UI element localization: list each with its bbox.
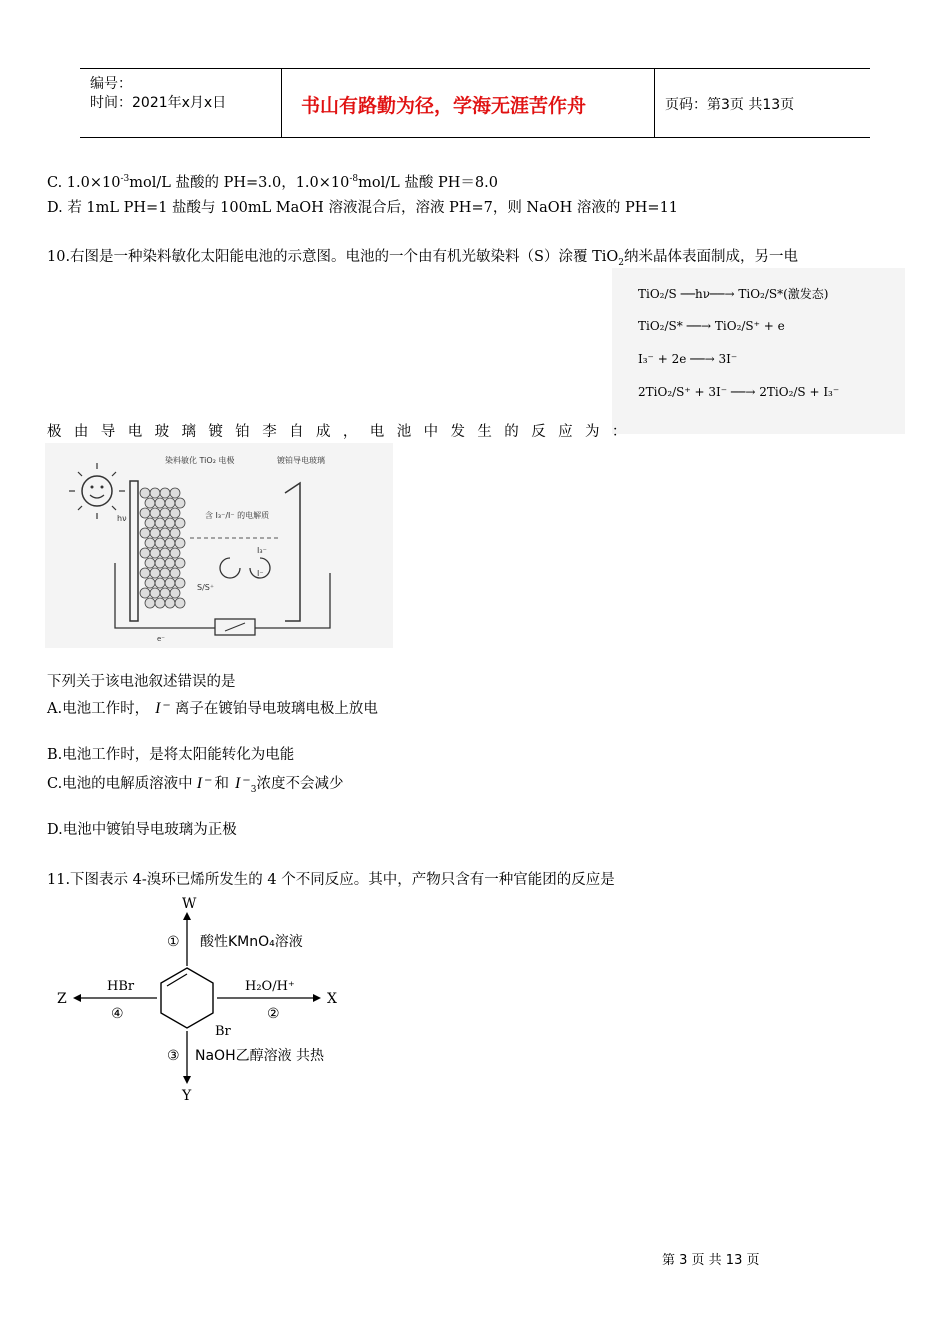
step-3-num: ③ [167, 1048, 180, 1064]
double-bond [167, 974, 187, 986]
q10-question: 下列关于该电池叙述错误的是 [47, 674, 236, 690]
meter-needle [225, 623, 245, 631]
q10-option-b: B.电池工作时，是将太阳能转化为电能 [47, 747, 295, 763]
q9-option-c: C. $1.0\times 10^{-3}mol/L$ 盐酸的 PH=3.0，$1.0\times 10^{-8}mol/L$ 盐酸 PH＝8.0 [47, 174, 498, 191]
arrowhead-w [183, 912, 191, 920]
reagent-4: HBr [107, 979, 135, 994]
number-label: 编号： [90, 76, 132, 92]
reagent-2: H₂O/H⁺ [245, 979, 295, 994]
reaction-4: 2TiO₂/S⁺ + 3I⁻ ──→ 2TiO₂/S + I₃⁻ [638, 385, 840, 399]
q10-option-a: A.电池工作时， I⁻ 离子在镀铂导电玻璃电极上放电 [47, 700, 378, 717]
solar-cell-diagram [45, 443, 393, 648]
step-2-num: ② [267, 1006, 280, 1022]
tio2-nanocrystals [140, 488, 185, 608]
bromocyclohexene-reaction-diagram [45, 888, 385, 1106]
motto: 书山有路勤为径，学海无涯苦作舟 [301, 95, 587, 117]
tio2-electrode-plate [130, 481, 138, 621]
header-page-cell [655, 69, 870, 137]
cyclohexene-ring [161, 968, 213, 1028]
platinum-glass-electrode [285, 483, 300, 621]
arrowhead-x [313, 994, 321, 1002]
q10-option-d: D.电池中镀铂导电玻璃为正极 [47, 822, 237, 838]
product-w: W [182, 896, 197, 912]
label-electron: e⁻ [157, 635, 166, 643]
reagent-3: NaOH乙醇溶液 共热 [195, 1048, 325, 1064]
step-1-num: ① [167, 934, 180, 950]
q10-stem-continued: 极由导电玻璃镀铂李自成，电池中发生的反应为： [47, 424, 639, 440]
reaction-3: I₃⁻ + 2e ──→ 3I⁻ [638, 352, 738, 366]
date-line: 时间：2021年x月x日 [90, 95, 227, 111]
q10-stem: 10.右图是一种染料敏化太阳能电池的示意图。电池的一个由有机光敏染料（S）涂覆 TiO$_2$纳米晶体表面制成，另一电 [47, 249, 799, 268]
product-x: X [327, 991, 337, 1007]
sun-icon [69, 463, 125, 519]
label-dye-tio2: 染料敏化 TiO₂ 电极 [165, 456, 235, 465]
header-meta-cell [80, 69, 282, 137]
bromo-substituent: Br [215, 1024, 231, 1039]
label-i: I⁻ [257, 569, 264, 578]
product-y: Y [182, 1088, 192, 1104]
product-z: Z [57, 991, 67, 1007]
header-motto-cell [281, 69, 655, 137]
step-4-num: ④ [111, 1006, 124, 1022]
header-page-info: 页码：第3页 共13页 [665, 97, 795, 113]
reagent-1: 酸性KMnO₄溶液 [200, 934, 303, 950]
reaction-2: TiO₂/S* ──→ TiO₂/S⁺ + e [638, 319, 785, 333]
q9-option-d: D. 若 1mL PH=1 盐酸与 100mL MaOH 溶液混合后，溶液 PH=7，则 NaOH 溶液的 PH=11 [47, 200, 679, 216]
document-header [80, 68, 870, 138]
label-i3: I₃⁻ [257, 546, 267, 555]
reaction-1: TiO₂/S ──hν──→ TiO₂/S*(激发态) [638, 287, 829, 301]
q10-option-c: C.电池的电解质溶液中 I⁻ 和 I⁻ $_3$浓度不会减少 [47, 775, 344, 795]
reaction-equations-image [612, 268, 905, 434]
label-s-splus: S/S⁺ [197, 583, 215, 592]
arrowhead-y [183, 1076, 191, 1084]
q11-stem: 11.下图表示 4-溴环已烯所发生的 4 个不同反应。其中，产物只含有一种官能团的反应是 [47, 872, 615, 888]
label-hv: hν [117, 514, 127, 523]
arrowhead-z [73, 994, 81, 1002]
label-pt-glass: 镀铂导电玻璃 [277, 456, 325, 465]
page-footer: 第 3 页 共 13 页 [662, 1253, 760, 1268]
redox-cycle-arrow-left [220, 558, 240, 578]
label-electrolyte: 含 I₃⁻/I⁻ 的电解质 [205, 511, 270, 520]
